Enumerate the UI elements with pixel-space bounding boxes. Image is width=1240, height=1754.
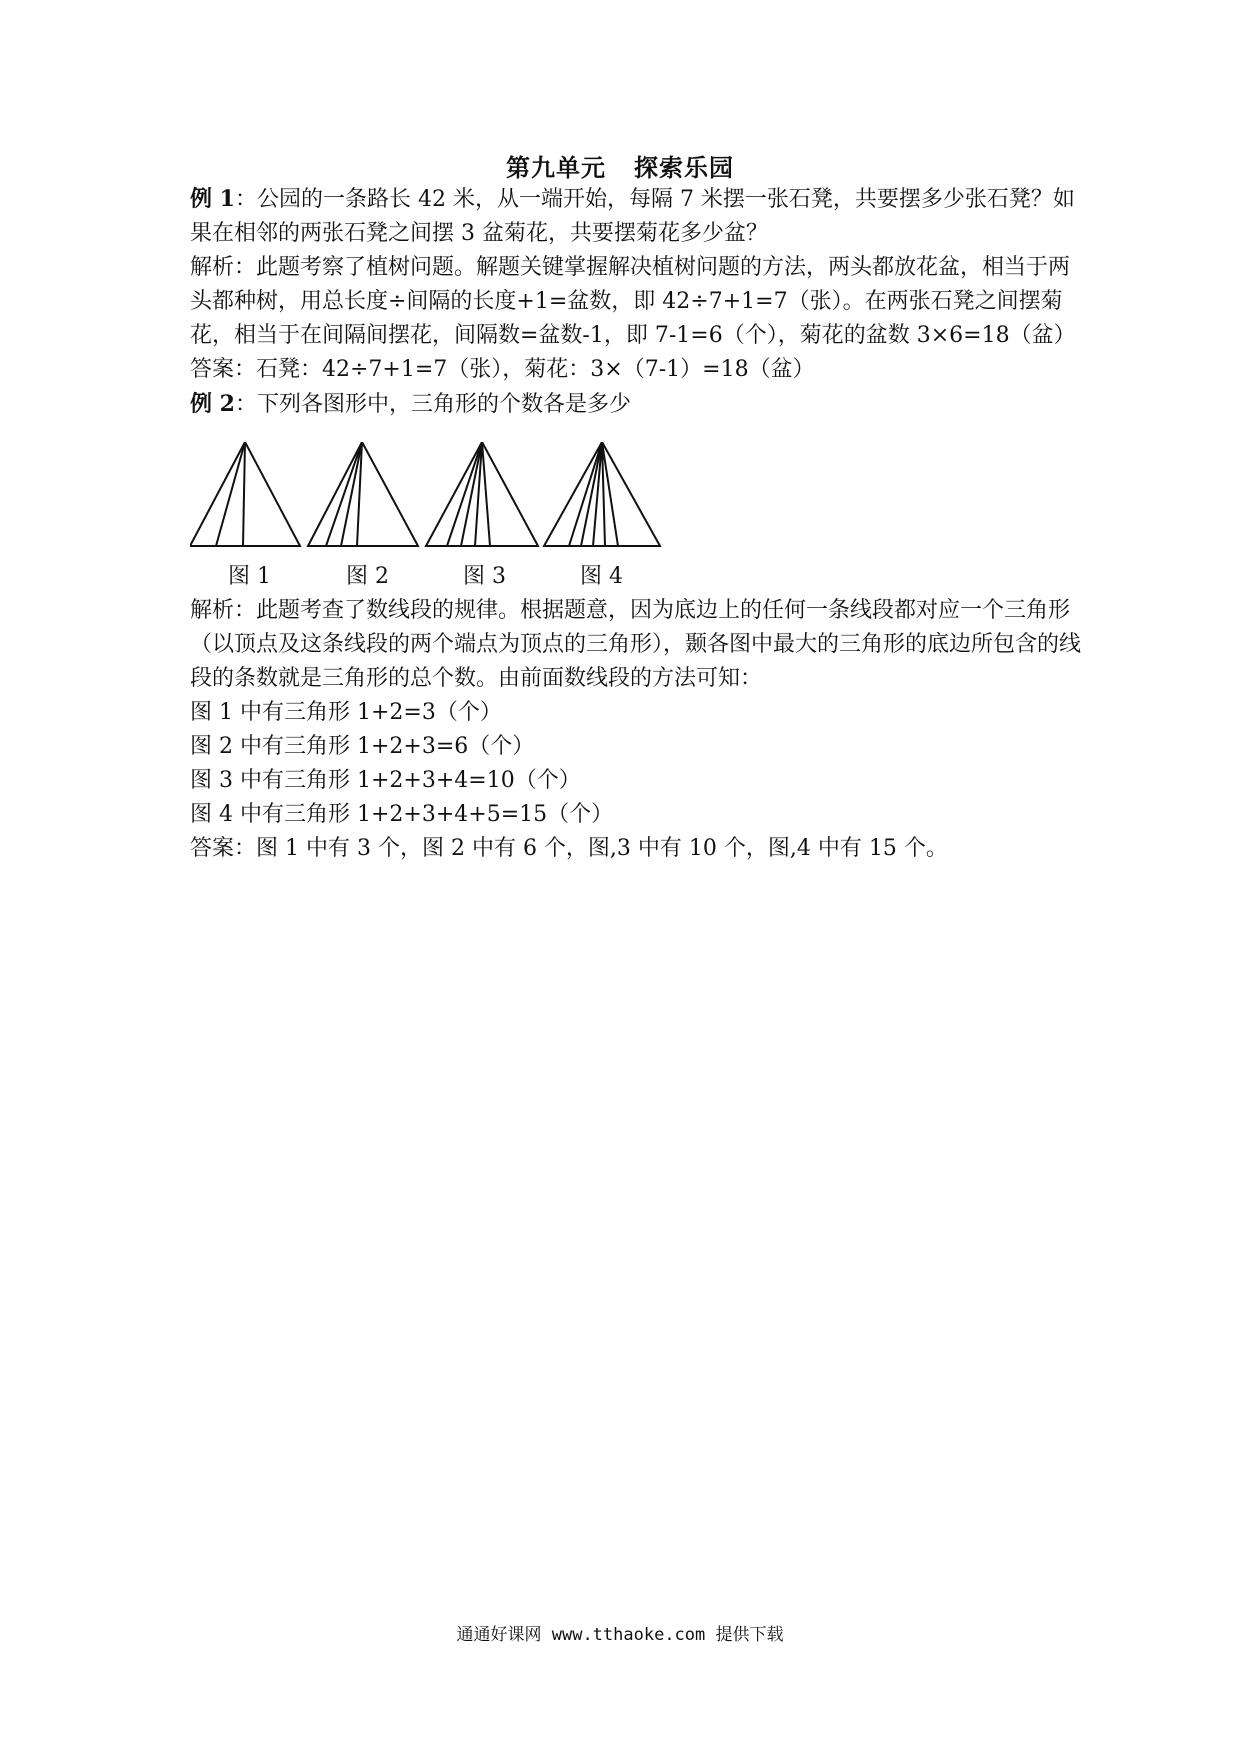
page-title xyxy=(0,148,1240,183)
figure-3 xyxy=(426,442,538,546)
example1-question: 例 1：公园的一条路长 42 米，从一端开始，每隔 7 米摆一张石凳，共要摆多少张石凳？如果在相邻的两张石凳之间摆 3 盆菊花，共要摆菊花多少盆？ xyxy=(190,186,1075,246)
figure-label: 图 4 xyxy=(580,564,623,589)
figure-1-line xyxy=(243,442,245,546)
title-topic: 探索乐园 xyxy=(634,153,734,182)
figure-label: 图 2 xyxy=(346,564,389,589)
example2-label: 例 2 xyxy=(190,391,235,417)
figure-label: 图 3 xyxy=(463,564,506,589)
example1-answer: 答案：石凳：42÷7+1=7（张），菊花：3×（7-1）=18（盆） xyxy=(190,357,815,382)
figure-4-line xyxy=(581,442,602,546)
triangle-figures xyxy=(190,442,730,552)
triangle-figures-svg xyxy=(190,442,730,552)
result-line: 图 1 中有三角形 1+2=3（个） xyxy=(190,700,502,725)
figure-labels xyxy=(190,560,1090,594)
worksheet-content xyxy=(190,182,1090,866)
title-unit: 第九单元 xyxy=(506,153,606,182)
footer-credit: 通通好课网 www.tthaoke.com 提供下载 xyxy=(456,1625,784,1645)
example1-analysis: 解析：此题考察了植树问题。解题关键掌握解决植树问题的方法，两头都放花盆，相当于两头都种树，用总长度÷间隔的长度+1=盆数，即 42÷7+1=7（张）。在两张石凳之间摆菊花，相当于在间隔间摆花，间隔数=盆数-1，即 7-1=6（个），菊花的盆数 3×6=18（盆） xyxy=(190,255,1076,348)
result-line: 图 4 中有三角形 1+2+3+4+5=15（个） xyxy=(190,802,614,827)
figure-1-line xyxy=(216,442,245,546)
figure-label: 图 1 xyxy=(228,564,271,589)
figure-2 xyxy=(308,442,418,546)
example2-analysis: 解析：此题考查了数线段的规律。根据题意，因为底边上的任何一条线段都对应一个三角形（以顶点及这条线段的两个端点为顶点的三角形），颞各图中最大的三角形的底边所包含的线段的条数就是三角形的总个数。由前面数线段的方法可知： xyxy=(190,598,1082,691)
figure-1 xyxy=(190,442,300,546)
figure-4 xyxy=(544,442,660,546)
figure-2-outline xyxy=(308,442,418,546)
example2-answer: 答案：图 1 中有 3 个，图 2 中有 6 个，图,3 中有 10 个，图,4 中有 15 个。 xyxy=(190,836,948,861)
result-line: 图 3 中有三角形 1+2+3+4=10（个） xyxy=(190,768,581,793)
result-line: 图 2 中有三角形 1+2+3=6（个） xyxy=(190,734,535,759)
figure-3-outline xyxy=(426,442,538,546)
example1-label: 例 1 xyxy=(190,186,235,212)
example2-question: 例 2：下列各图形中，三角形的个数各是多少 xyxy=(190,391,631,417)
figure-3-line xyxy=(482,442,490,546)
